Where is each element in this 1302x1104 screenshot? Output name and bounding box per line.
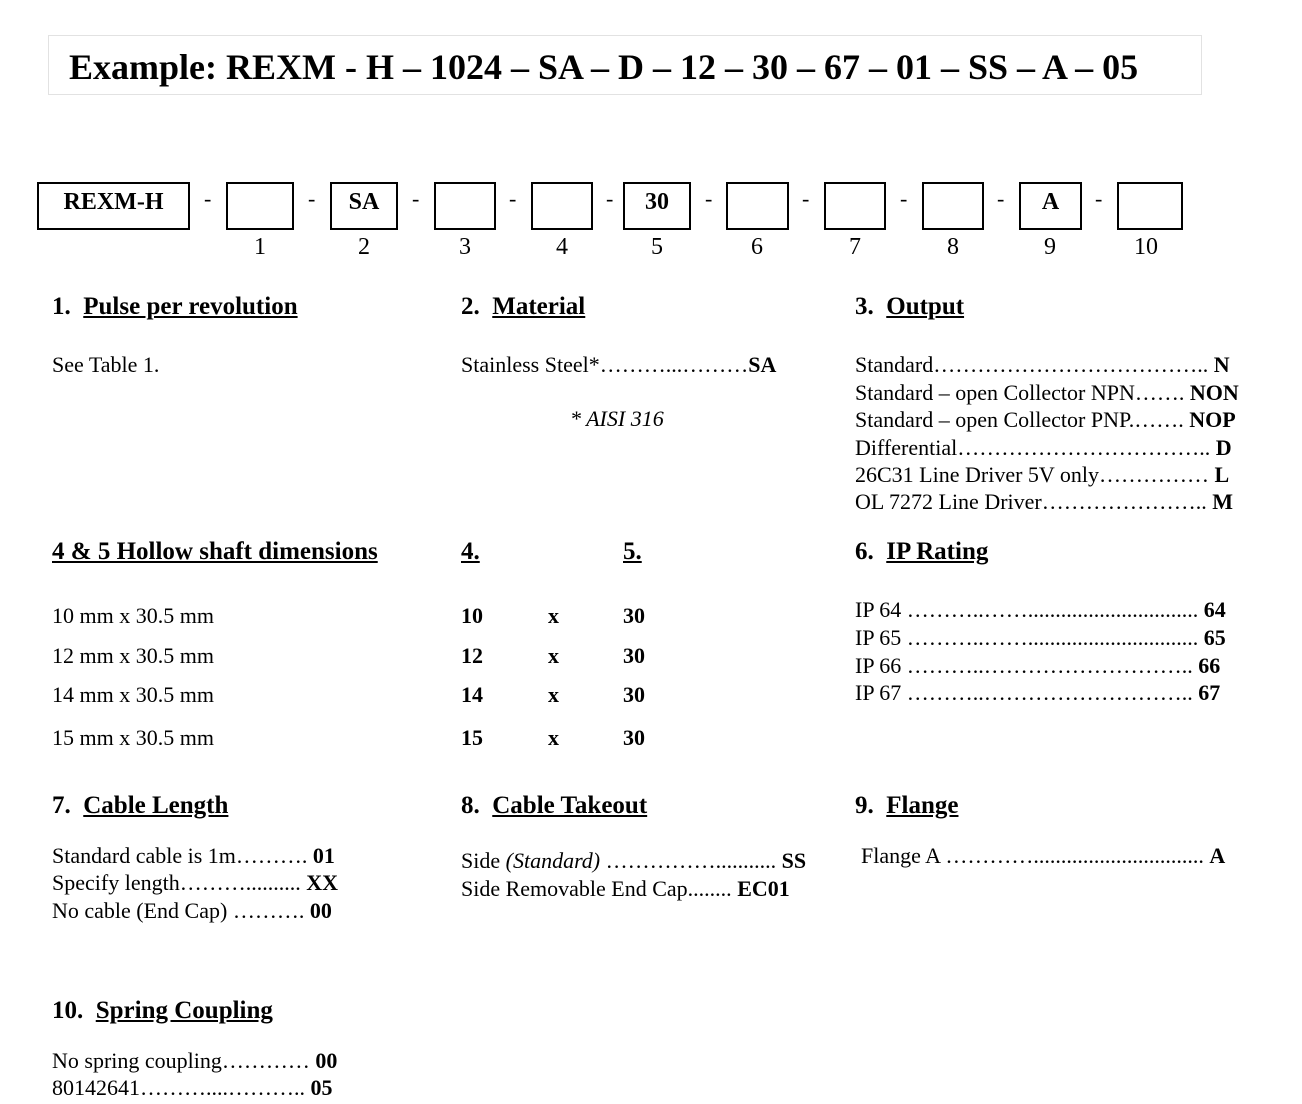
shaft-code-4: 15	[461, 725, 483, 750]
option-code: 00	[309, 898, 332, 923]
option-code: 66	[1198, 653, 1221, 678]
option-code: A	[1209, 843, 1226, 868]
option-note: (Standard)	[505, 848, 601, 873]
option-code: XX	[306, 870, 338, 895]
box-number-3: 3	[459, 234, 471, 260]
section-title: Spring Coupling	[95, 997, 273, 1024]
shaft-dimension-label: 10 mm x 30.5 mm	[52, 603, 214, 628]
option-code: 01	[312, 843, 335, 868]
material-note: * AISI 316	[570, 406, 664, 431]
box-number-6: 6	[751, 234, 763, 260]
separator: -	[308, 186, 316, 211]
shaft-dimension-label: 12 mm x 30.5 mm	[52, 643, 214, 668]
separator: -	[606, 186, 614, 211]
section-title: Pulse per revolution	[83, 293, 298, 320]
column-4-heading: 4.	[461, 538, 480, 565]
option-label: Standard………………………………..	[855, 352, 1214, 377]
section-7-heading	[52, 792, 228, 820]
section-title: Material	[492, 293, 586, 320]
section-1-text: See Table 1.	[52, 352, 160, 377]
shaft-code-5: 30	[623, 603, 645, 628]
section-8-heading	[461, 792, 647, 820]
section-number: 1.	[52, 293, 71, 320]
separator: -	[705, 186, 713, 211]
section-title: Flange	[886, 792, 959, 819]
option-label: Standard – open Collector PNP.…….	[855, 407, 1190, 432]
option-code: 00	[315, 1048, 338, 1073]
option-label: IP 67 ………..………………………..	[855, 680, 1199, 705]
option-code: M	[1212, 489, 1234, 514]
option-code: 67	[1198, 680, 1221, 705]
section-number: 8.	[461, 792, 480, 819]
separator: -	[509, 186, 517, 211]
title-box	[48, 35, 1202, 95]
box-number-4: 4	[556, 234, 568, 260]
option-code: EC01	[737, 876, 790, 901]
option-label: 80142641………....………..	[52, 1075, 311, 1100]
separator: -	[1095, 186, 1103, 211]
shaft-dimension-label: 14 mm x 30.5 mm	[52, 682, 214, 707]
box-number-7: 7	[849, 234, 861, 260]
code-box-2: SA	[330, 182, 398, 230]
option-dots: ……………...........	[600, 848, 782, 873]
code-box-4	[531, 182, 593, 230]
shaft-x: x	[548, 643, 559, 668]
cable-takeout-option	[461, 848, 806, 874]
ip-option	[855, 625, 1226, 651]
separator: -	[802, 186, 810, 211]
shaft-code-5: 30	[623, 643, 645, 668]
code-box-5: 30	[623, 182, 691, 230]
section-number: 3.	[855, 293, 874, 320]
option-code: 64	[1203, 597, 1226, 622]
section-9-heading	[855, 792, 958, 820]
option-label: IP 66 ………..………………………..	[855, 653, 1199, 678]
shaft-code-4: 12	[461, 643, 483, 668]
output-option	[855, 489, 1233, 515]
shaft-code-5: 30	[623, 682, 645, 707]
option-label: Differential……………………………..	[855, 435, 1216, 460]
spring-coupling-option	[52, 1075, 333, 1101]
code-box-1	[226, 182, 294, 230]
option-label: IP 65 ………..……...............................	[855, 625, 1204, 650]
shaft-dimension-label: 15 mm x 30.5 mm	[52, 725, 214, 750]
section-number: 10.	[52, 997, 84, 1024]
section-3-heading	[855, 293, 964, 321]
output-option	[855, 380, 1239, 406]
option-code: D	[1215, 435, 1232, 460]
ip-option	[855, 653, 1220, 679]
option-label: Standard cable is 1m……….	[52, 843, 313, 868]
option-label: No spring coupling…………	[52, 1048, 316, 1073]
option-label: Specify length………..........	[52, 870, 307, 895]
output-option	[855, 462, 1229, 488]
shaft-x: x	[548, 682, 559, 707]
shaft-code-4: 10	[461, 603, 483, 628]
option-code: L	[1214, 462, 1230, 487]
material-option	[461, 352, 776, 378]
code-box-8	[922, 182, 984, 230]
option-code: SA	[748, 352, 777, 377]
shaft-code-4: 14	[461, 682, 483, 707]
cable-length-option	[52, 843, 335, 869]
output-option	[855, 352, 1230, 378]
option-code: 05	[310, 1075, 333, 1100]
option-label: Side Removable End Cap........	[461, 876, 738, 901]
spring-coupling-option	[52, 1048, 337, 1074]
output-option	[855, 435, 1232, 461]
box-number-9: 9	[1044, 234, 1056, 260]
box-number-1: 1	[254, 234, 266, 260]
section-4-5-heading: 4 & 5 Hollow shaft dimensions	[52, 538, 378, 565]
option-label: OL 7272 Line Driver…………………..	[855, 489, 1213, 514]
option-label: 26C31 Line Driver 5V only……………	[855, 462, 1215, 487]
section-number: 6.	[855, 538, 874, 565]
page-title: Example: REXM - H – 1024 – SA – D – 12 – 30 – 67 – 01 – SS – A – 05	[69, 47, 1139, 87]
section-title: Cable Length	[83, 792, 229, 819]
section-10-heading	[52, 997, 273, 1025]
option-label: Stainless Steel*………...………	[461, 352, 749, 377]
ip-option	[855, 680, 1220, 706]
option-label: IP 64 ………..……...............................	[855, 597, 1204, 622]
option-label: No cable (End Cap) ……….	[52, 898, 310, 923]
option-label: Flange A …………...............................	[861, 843, 1210, 868]
option-code: NON	[1189, 380, 1239, 405]
section-1-heading	[52, 293, 298, 321]
code-box-9: A	[1019, 182, 1082, 230]
box-number-8: 8	[947, 234, 959, 260]
section-title: Output	[886, 293, 965, 320]
output-option	[855, 407, 1236, 433]
section-2-heading	[461, 293, 585, 321]
option-code: SS	[781, 848, 807, 873]
section-number: 9.	[855, 792, 874, 819]
option-label: Side	[461, 848, 506, 873]
ip-option	[855, 597, 1226, 623]
box-number-2: 2	[358, 234, 370, 260]
code-box-3	[434, 182, 496, 230]
code-box-6	[726, 182, 789, 230]
separator: -	[412, 186, 420, 211]
separator: -	[900, 186, 908, 211]
option-code: NOP	[1189, 407, 1236, 432]
cable-length-option	[52, 870, 338, 896]
code-box-10	[1117, 182, 1183, 230]
section-number: 2.	[461, 293, 480, 320]
shaft-x: x	[548, 725, 559, 750]
option-code: N	[1213, 352, 1230, 377]
section-title: IP Rating	[886, 538, 989, 565]
separator: -	[997, 186, 1005, 211]
shaft-code-5: 30	[623, 725, 645, 750]
flange-option	[861, 843, 1225, 869]
separator: -	[204, 186, 212, 211]
shaft-x: x	[548, 603, 559, 628]
column-5-heading: 5.	[623, 538, 642, 565]
option-code: 65	[1203, 625, 1226, 650]
code-box-prefix: REXM-H	[37, 182, 190, 230]
section-6-heading	[855, 538, 988, 566]
section-number: 7.	[52, 792, 71, 819]
code-box-7	[824, 182, 886, 230]
box-number-5: 5	[651, 234, 663, 260]
box-number-10: 10	[1134, 234, 1158, 260]
cable-takeout-option	[461, 876, 790, 902]
section-title: Cable Takeout	[492, 792, 648, 819]
cable-length-option	[52, 898, 332, 924]
option-label: Standard – open Collector NPN…….	[855, 380, 1190, 405]
